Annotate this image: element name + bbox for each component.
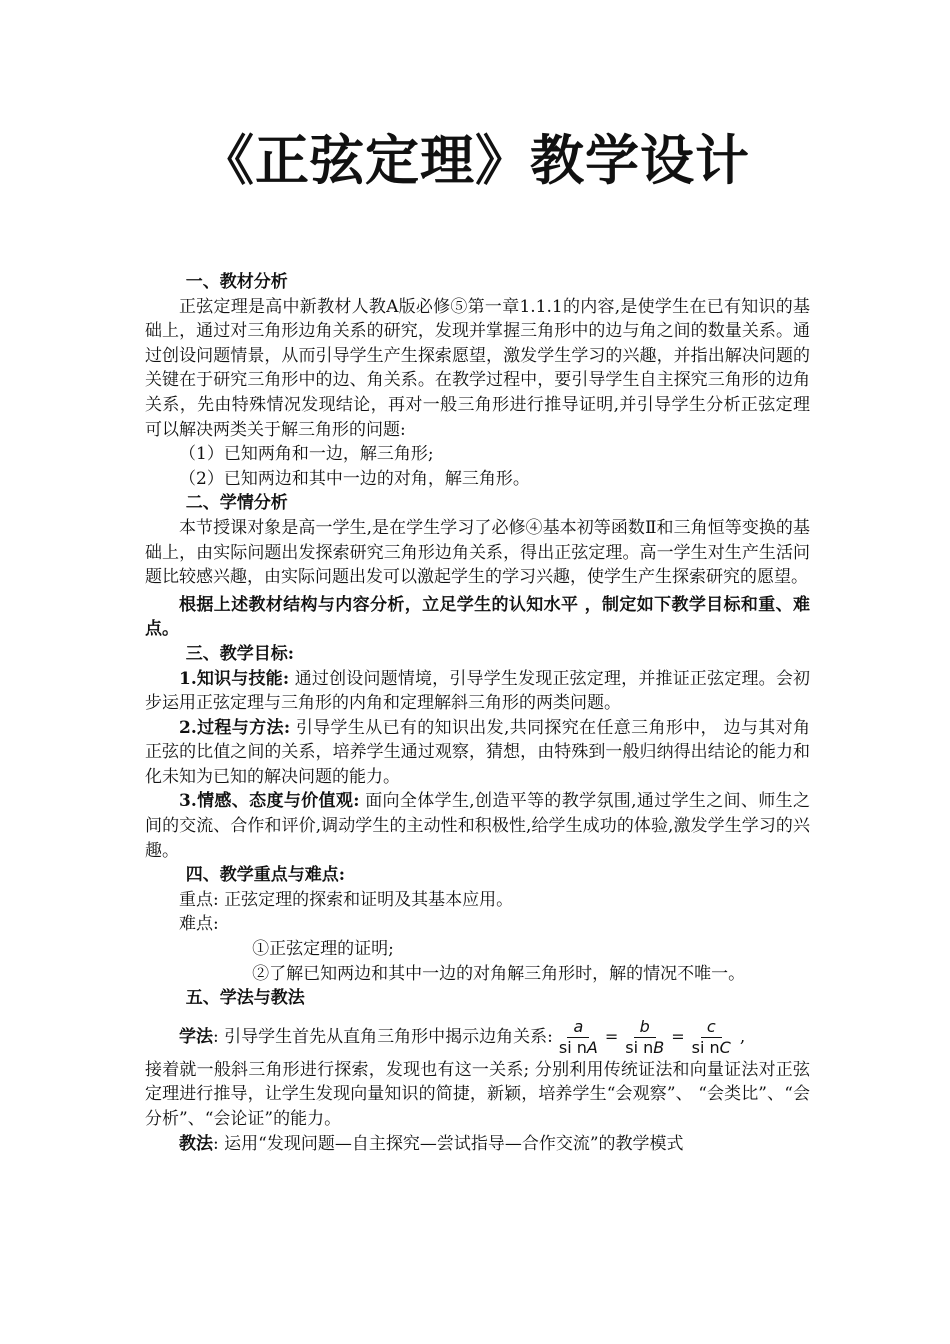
teaching-method-label: 教法 [179, 1133, 213, 1154]
section-heading-5: 五、学法与教法 [185, 988, 305, 1009]
section-heading-2: 二、学情分析 [185, 493, 288, 514]
fraction-a-sinA: $\frac{a}{\text{si nA}}$ [558, 1016, 598, 1057]
goal-process-label: 2.过程与方法: [179, 717, 291, 738]
fraction-b-sinB: $\frac{b}{\text{si nB}}$ [625, 1016, 665, 1057]
goal-attitude-text: 面向全体学生,创造平等的教学氛围,通过学生之间、师生之间的交流、合作和评价,调动学生的主动性和积极性,给学生成功的体验,激发学生学习的兴趣。 [145, 791, 810, 861]
difficulty-label: 难点: [179, 914, 219, 935]
teaching-method-text: : 运用“发现问题—自主探究—尝试指导—合作交流”的教学模式 [213, 1133, 684, 1154]
learning-method-line: 学法: 引导学生首先从直角三角形中揭示边角关系: $\frac{a}{\text{si nA}}$ = $\frac{b}{\text{si nB}}$ = $\frac{c}{\text{si nC}}$ , [179, 1016, 746, 1057]
paragraph-textbook-analysis: 正弦定理是高中新教材人教A版必修⑤第一章1.1.1的内容,是使学生在已有知识的基础上，通过对三角形边角关系的研究，发现并掌握三角形中的边与角之间的数量关系。通过创设问题情景，从而引导学生产生探索愿望，激发学生学习的兴趣，并指出解决问题的关键在于研究三角形中的边、角关系。在教学过程中，要引导学生自主探究三角形的边角关系，先由特殊情况发现结论，再对一般三角形进行推导证明,并引导学生分析正弦定理可以解决两类关于解三角形的问题: [145, 296, 810, 440]
section-heading-1: 一、教材分析 [185, 272, 288, 292]
learning-method-continued: 接着就一般斜三角形进行探索，发现也有这一关系; 分别利用传统证法和向量证法对正弦定理进行推导，让学生发现向量知识的简捷，新颖，培养学生“会观察”、 “会类比”、“会分析”、“会论证”的能力。 [145, 1059, 810, 1129]
goal-knowledge-label: 1.知识与技能: [179, 668, 290, 689]
difficulty-item-1: ①正弦定理的证明; [252, 939, 394, 960]
difficulty-item-2: ②了解已知两边和其中一边的对角解三角形时，解的情况不唯一。 [252, 963, 746, 984]
page-title: 《正弦定理》教学设计 [200, 129, 750, 192]
paragraph-bold-summary: 根据上述教材结构与内容分析，立足学生的认知水平 ，制定如下教学目标和重、难点。 [145, 594, 810, 640]
section-heading-3: 三、教学目标: [185, 643, 295, 664]
fraction-c-sinC: $\frac{c}{\text{si nC}}$ [691, 1016, 731, 1057]
teaching-method [145, 1132, 810, 1157]
list-item-1: （1）已知两角和一边，解三角形; [179, 444, 434, 465]
goal-process-text: 引导学生从已有的知识出发,共同探究在任意三角形中， 边与其对角正弦的比值之间的关系，培养学生通过观察，猜想，由特殊到一般归纳得出结论的能力和化未知为已知的解决问题的能力。 [145, 717, 810, 787]
list-item-2: （2）已知两边和其中一边的对角，解三角形。 [179, 468, 530, 489]
goal-process [145, 716, 810, 790]
key-point: 重点: 正弦定理的探索和证明及其基本应用。 [179, 889, 514, 910]
goal-knowledge-text: 通过创设问题情境，引导学生发现正弦定理，并推证正弦定理。会初步运用正弦定理与三角形的内角和定理解斜三角形的两类问题。 [145, 668, 810, 714]
goal-attitude [145, 789, 810, 863]
goal-attitude-label: 3.情感、态度与价值观: [179, 791, 360, 812]
learning-method-text: : 引导学生首先从直角三角形中揭示边角关系: [213, 1027, 553, 1048]
document-body [145, 270, 810, 1156]
goal-knowledge [145, 667, 810, 716]
section-heading-4: 四、教学重点与难点: [185, 865, 346, 886]
paragraph-student-analysis: 本节授课对象是高一学生,是在学生学习了必修④基本初等函数Ⅱ和三角恒等变换的基础上，由实际问题出发探索研究三角形边角关系，得出正弦定理。高一学生对生产生活问题比较感兴趣，由实际问题出发可以激起学生的学习兴趣，使学生产生探索研究的愿望。 [145, 517, 810, 588]
learning-method-label: 学法 [179, 1027, 213, 1048]
